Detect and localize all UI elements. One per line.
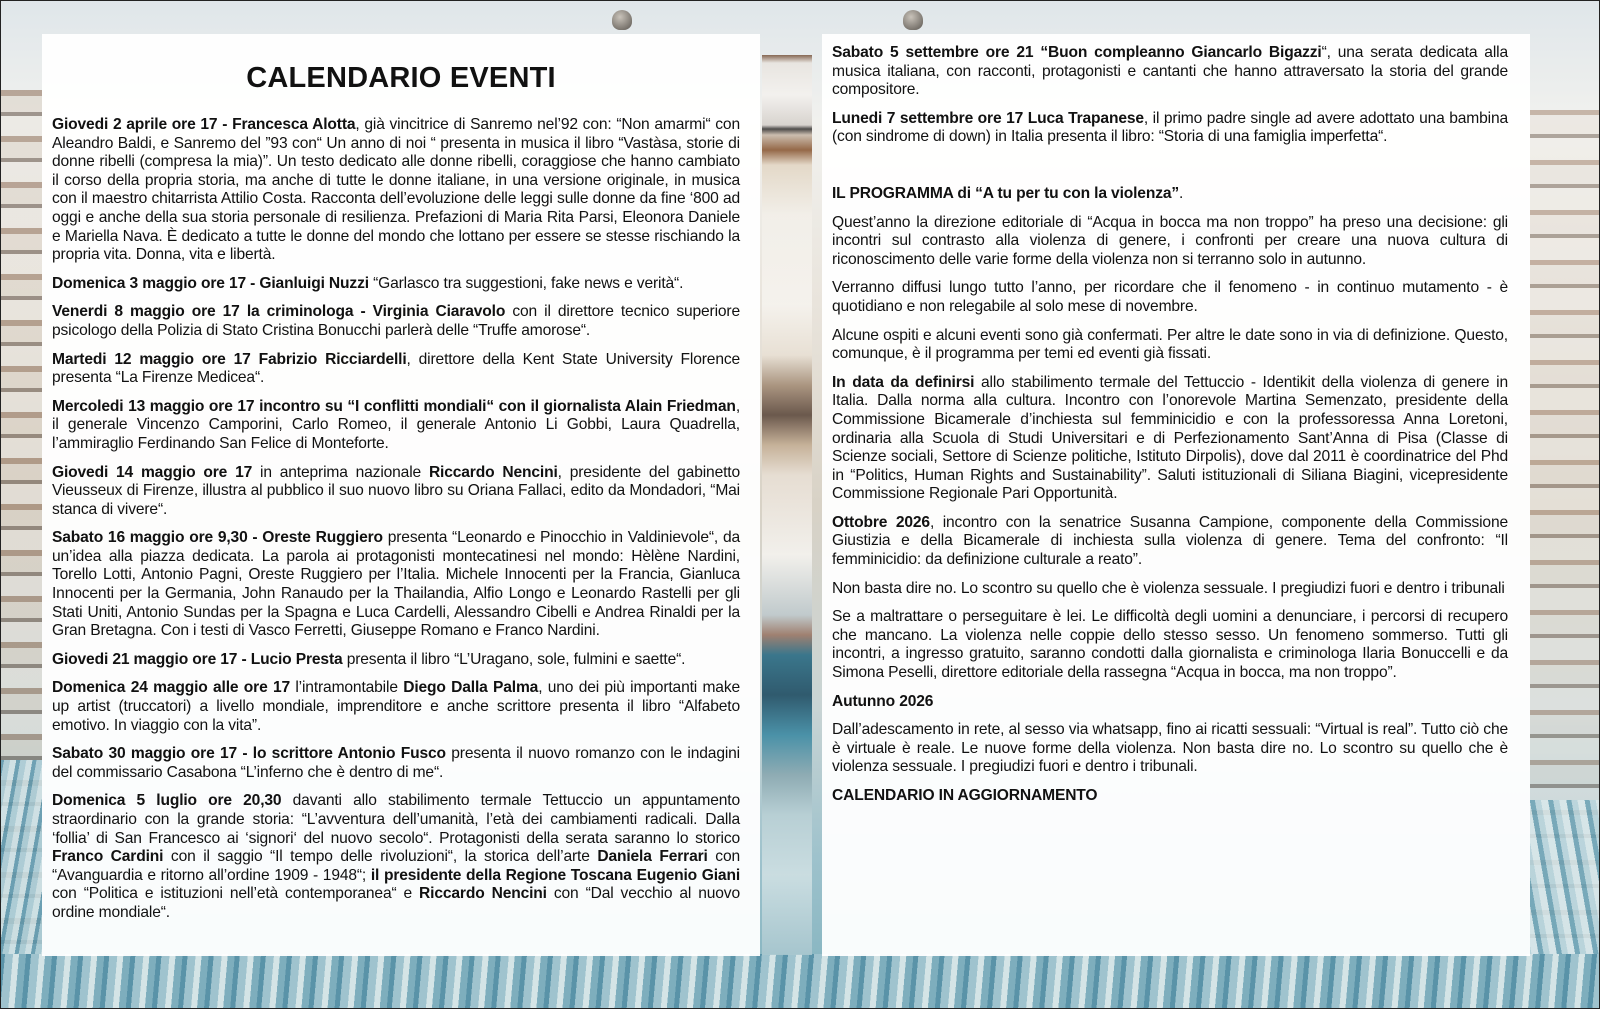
body-text: con “Dal vecchio al nuovo ordine mondiale“. xyxy=(52,885,740,921)
event-entry xyxy=(52,275,740,294)
bold-text: Domenica 24 maggio alle ore 17 xyxy=(52,679,290,697)
program-entry xyxy=(832,214,1508,270)
body-text: Se a maltrattare o perseguitare è lei. Le difficoltà degli uomini a denunciare, i percorsi di recupero che mancano. La violenza nelle coppie dello stesso sesso. Un fenomeno sommerso. Tutti gli incontri, a ingresso gratuito, saranno condotti dalla giornalista e criminologa Ilaria Bonuccelli e da Simona Peselli, direttore editoriale della rassegna “Acqua in bocca, ma non troppo”. xyxy=(832,608,1508,682)
program-entry xyxy=(832,787,1508,806)
finial-ornament xyxy=(612,10,632,30)
program-entry xyxy=(832,279,1508,316)
event-entry xyxy=(52,351,740,388)
left-column-events xyxy=(52,116,740,933)
program-entry xyxy=(832,721,1508,777)
program-entry xyxy=(832,44,1508,100)
body-text: “, una serata dedicata alla musica italiana, con racconti, protagonisti e cantanti che hanno attraversato la storia del grande compositore. xyxy=(832,44,1508,99)
bold-text: In data da definirsi xyxy=(832,373,975,391)
bold-text: CALENDARIO IN AGGIORNAMENTO xyxy=(832,787,1098,804)
program-entry xyxy=(832,110,1508,147)
body-text: , direttore della Kent State University Florence presenta “La Firenze Medicea“. xyxy=(52,350,741,387)
body-text: “Garlasco tra suggestioni, fake news e verità“. xyxy=(368,274,684,292)
bold-text: il presidente della Regione Toscana Eugenio Giani xyxy=(370,866,740,884)
body-text: con il direttore tecnico superiore psicologo della Polizia di Stato Cristina Bonucchi parlerà delle “Truffe amorose“. xyxy=(52,303,740,339)
body-text: l’intramontabile xyxy=(290,679,404,697)
body-text: . xyxy=(1179,184,1184,202)
bold-text: Domenica 5 luglio ore 20,30 xyxy=(52,792,282,810)
body-text: , il primo padre single ad avere adottato una bambina (con sindrome di down) in Italia presenta il libro: “Storia di una famiglia imperfetta“. xyxy=(832,109,1508,146)
program-entry xyxy=(832,327,1508,364)
body-text: , presidente del gabinetto Vieusseux di Firenze, illustra al pubblico il suo nuovo libro su Oriana Fallaci, edito da Mondadori, “Mai stanca di vivere“. xyxy=(52,463,740,518)
bold-text: Ottobre 2026 xyxy=(832,513,930,531)
bold-text: Mercoledi 13 maggio ore 17 incontro su “I conflitti mondiali“ con il giornalista Alain Friedman xyxy=(52,397,736,415)
event-entry xyxy=(52,398,740,454)
event-entry xyxy=(52,464,740,520)
bold-text: Sabato 30 maggio ore 17 - lo scrittore Antonio Fusco xyxy=(52,745,446,763)
body-text: Dall’adescamento in rete, al sesso via whatsapp, fino ai ricatti sessuali: “Virtual is real”. Tutto ciò che è virtuale è reale. Le nuove forme della violenza. Non basta dire no. Lo scontro su quello che è violenza sessuale. I pregiudizi fuori e dentro i tribunali. xyxy=(832,721,1508,776)
page-title: CALENDARIO EVENTI xyxy=(246,62,556,95)
body-text: , già vincitrice di Sanremo nel’92 con: “Non amarmi“ con Aleandro Baldi, e Sanremo del ”93 con“ Un anno di noi “ presenta in musica il libro “Vastàsa, storie di donne ribelli (compresa la mia)”. Un testo dedicato alle donne ribelli, coraggiose che hanno cambiato il corso della propria storia, ma anche di tutte le donne italiane, in una versione originale, in musica con il maestro chitarrista Attilio Costa. Racconta dell’evoluzione delle leggi sulle donne da fine ‘800 ad oggi e anche della sua storia personale di resilienza. Prefazioni di Maria Rita Parsi, Eleonora Daniele e Mariella Nava. È dedicato a tutte le donne del mondo che lottano per essere se stesse rischiando la propria vita. Donna, vita e libertà. xyxy=(52,116,740,264)
program-entry xyxy=(832,580,1508,599)
body-text: presenta il libro “L’Uragano, sole, fulmini e saette“. xyxy=(342,650,686,668)
bold-text: Giovedi 21 maggio ore 17 - Lucio Presta xyxy=(52,650,343,668)
body-text: in anteprima nazionale xyxy=(252,463,429,481)
body-text: Alcune ospiti e alcuni eventi sono già confermati. Per altre le date sono in via di definizione. Questo, comunque, è il programma per temi ed eventi già fissati. xyxy=(832,326,1508,363)
program-entry xyxy=(832,608,1508,682)
body-text: davanti allo stabilimento termale Tettuccio un appuntamento straordinario con la grande storia: “L’avventura dell’umanità, l’età dei cambiamenti radicali. Dalla ‘follia’ di San Francesco ai ‘signori‘ del nuovo secolo“. Protagonisti della serata saranno lo storico xyxy=(52,792,740,847)
body-text: con il saggio “Il tempo delle rivoluzioni“, la storica dell’arte xyxy=(163,848,598,866)
event-entry xyxy=(52,679,740,735)
bold-text: Venerdi 8 maggio ore 17 la criminologa - Virginia Ciaravolo xyxy=(52,303,506,321)
bold-text: Domenica 3 maggio ore 17 - Gianluigi Nuzzi xyxy=(52,274,369,292)
body-text: allo stabilimento termale del Tettuccio - Identikit della violenza di genere in Italia. Dalla norma alla cultura. Incontro con l’onorevole Martina Semenzato, presidente della Commissione Bicamerale d’inchiesta sul femminicidio e con la professoressa Anna Loretoni, ordinaria alla Scuola di Studi Universitari e di Perfezionamento Sant’Anna di Pisa (Classe di Scienze sociali, Settore di Scienze politiche, Istituto Dirpolis), dove dal 2011 è coordinatrice del Phd in “Politics, Human Rights and Sustainability”. Saluti istituzionali di Siliana Biagini, vicepresidente Commissione Regionale Pari Opportunità. xyxy=(832,373,1508,503)
bold-text: Diego Dalla Palma xyxy=(403,679,539,697)
program-entry xyxy=(832,374,1508,504)
body-text: , incontro con la senatrice Susanna Campione, componente della Commissione Giustizia e della Bicamerale di inchiesta sulla violenza di genere. Tema del confronto: “Il femminicidio: da definizione culturale a reato”. xyxy=(832,513,1509,569)
event-entry xyxy=(52,529,740,641)
body-text: Verranno diffusi lungo tutto l’anno, per ricordare che il fenomeno - in continuo mutamento - è quotidiano e non relegabile al solo mese di novembre. xyxy=(832,279,1508,315)
body-text: Quest’anno la direzione editoriale di “Acqua in bocca ma non troppo” ha preso una decisione: gli incontri sul contrasto alla violenza di genere, i confronti per creare una nuova cultura di riconoscimento delle varie forme della violenza non si terranno solo in autunno. xyxy=(832,213,1508,268)
body-text: Non basta dire no. Lo scontro su quello che è violenza sessuale. I pregiudizi fuori e dentro i tribunali xyxy=(832,579,1505,597)
bold-text: Daniela Ferrari xyxy=(597,848,708,866)
finial-ornament xyxy=(903,10,923,30)
body-text: , il generale Vincenzo Camporini, Carlo Romeo, il generale Antonio Li Gobbi, Laura Quadrella, l’ammiraglio Ferdinando San Felice di Monteforte. xyxy=(52,397,740,452)
bold-text: Sabato 16 maggio ore 9,30 - Oreste Ruggiero xyxy=(52,529,383,547)
bold-text: Riccardo Nencini xyxy=(419,885,547,903)
program-entry xyxy=(832,185,1508,204)
body-text: , uno dei più importanti make up artist (truccatori) a livello mondiale, imprenditore e anche scrittore presenta il libro “Alfabeto emotivo. In viaggio con la vita”. xyxy=(52,679,740,734)
bold-text: Sabato 5 settembre ore 21 “Buon compleanno Giancarlo Bigazzi xyxy=(832,44,1322,61)
event-entry xyxy=(52,651,740,670)
bold-text: Giovedi 14 maggio ore 17 xyxy=(52,463,253,481)
bold-text: Giovedi 2 aprile ore 17 - Francesca Alotta xyxy=(52,116,356,133)
program-entry xyxy=(832,693,1508,712)
bold-text: Riccardo Nencini xyxy=(428,463,558,481)
bold-text: Martedi 12 maggio ore 17 Fabrizio Ricciardelli xyxy=(52,350,407,368)
right-column-program xyxy=(832,44,1508,816)
background-water-bottom xyxy=(0,954,1600,1009)
body-text: presenta “Leonardo e Pinocchio in Valdinievole“, da un’idea alla piazza dedicata. La parola ai protagonisti montecatinesi nel mondo: Hèlène Nardini, Torello Lotti, Antonio Pagni, Oreste Ruggiero per l’Italia. Michele Innocenti per la Francia, Gianluca Innocenti per la Germania, John Ranaudo per la Thailandia, Alfio Longo e Leonardo Rastelli per gli Stati Uniti, Antonio Sundas per la Spagna e Luca Cardelli, Alessandro Cibelli e Andrea Rinaldi per la Gran Bretagna. Con i testi di Vasco Ferretti, Giuseppe Romano e Franco Nardini. xyxy=(52,529,741,640)
event-entry xyxy=(52,745,740,782)
bold-text: Franco Cardini xyxy=(52,848,164,866)
body-text: presenta il nuovo romanzo con le indagini del commissario Casabona “L’inferno che è dentro di me“. xyxy=(52,745,740,781)
body-text: con “Politica e istituzioni nell’età contemporanea“ e xyxy=(52,885,420,903)
event-entry xyxy=(52,792,740,922)
bold-text: IL PROGRAMMA di “A tu per tu con la violenza” xyxy=(832,184,1180,202)
event-entry xyxy=(52,116,740,265)
bold-text: Autunno 2026 xyxy=(832,692,934,710)
background-center-strip xyxy=(762,55,812,955)
body-text: con “Avanguardia e ritorno all’ordine 1909 - 1948“; xyxy=(52,848,740,884)
event-entry xyxy=(52,303,740,340)
program-entry xyxy=(832,514,1508,570)
bold-text: Lunedi 7 settembre ore 17 Luca Trapanese xyxy=(832,109,1144,127)
